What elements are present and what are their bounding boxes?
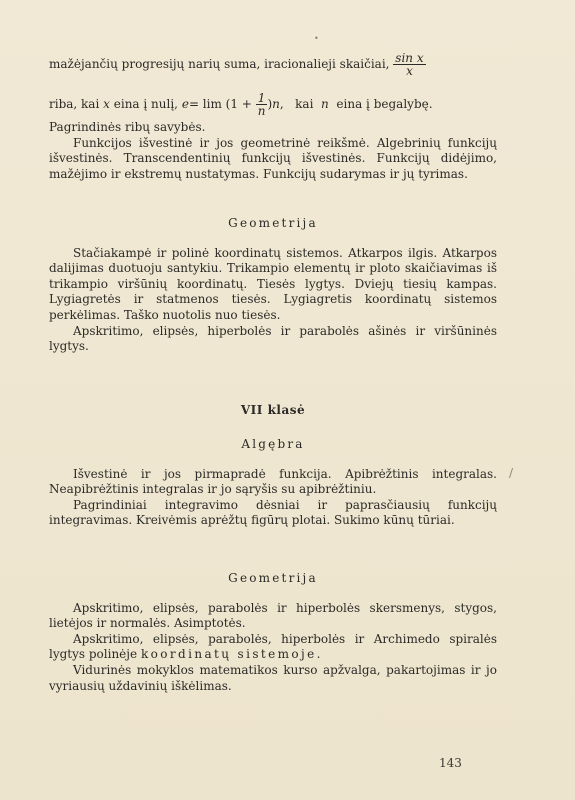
polar-equations-text: Apskritimo, elipsės, parabolės, hiperbolės ir Archimedo spiralės lygtys polinėje: [49, 631, 497, 662]
limit-text-start: riba, kai: [49, 97, 100, 111]
polar-equations-paragraph: [49, 632, 497, 663]
progression-text: mažėjančių progresijų narių suma, iracionalieji skaičiai,: [49, 57, 390, 71]
page-number: 143: [439, 756, 462, 770]
course-review-paragraph: Vidurinės mokyklos matematikos kurso apžvalga, pakartojimas ir jo vyriausių uždavinių iškėlimas.: [49, 662, 497, 693]
class-heading: VII klasė: [240, 403, 306, 417]
limit-text-end: eina į begalybę.: [336, 97, 433, 111]
sinx-over-x-fraction: [393, 52, 425, 77]
coordinate-systems-paragraph: Stačiakampė ir polinė koordinatų sistemos. Atkarpos ilgis. Atkarpos dalijimas duotuoju santykiu. Trikampio elementų ir ploto skaičiavimas iš trikampio viršūnių koordinatų. Tiesės lygtys. Dviejų tiesių kampas. Lygiagretės ir statmenos tiesės. Lygiagretis koordinatų sistemos perkėlimas. Taško nuotolis nuo tiesės.: [49, 245, 497, 322]
kai-word: kai: [295, 97, 314, 111]
integral-paragraph: Išvestinė ir jos pirmapradė funkcija. Apibrėžtinis integralas. Neapibrėžtinis integralas ir jo sąryšis su apibrėžtiniu.: [49, 466, 497, 497]
var-n: n: [321, 97, 329, 111]
var-x: x: [103, 97, 110, 111]
algebra-heading: Algębra: [241, 437, 305, 451]
integration-paragraph: Pagrindiniai integravimo dėsniai ir paprasčiausių funkcijų integravimas. Kreivėmis aprėžtų figūrų plotai. Sukimo kūnų tūriai.: [49, 497, 497, 528]
limit-comma: ,: [279, 97, 284, 111]
closing-paren: ): [267, 97, 273, 111]
exponent-n: n: [272, 97, 280, 111]
intro-line: [49, 52, 497, 77]
conic-diameters-paragraph: Apskritimo, elipsės, parabolės ir hiperbolės skersmenys, stygos, lietėjos ir normalės. Asimptotės.: [49, 600, 497, 631]
top-dot-mark: •: [314, 34, 319, 43]
fraction-numerator: 1: [256, 92, 268, 105]
geometry-heading: Geometrija: [228, 571, 318, 585]
conic-equations-paragraph: Apskritimo, elipsės, hiperbolės ir parabolės ašinės ir viršūninės lygtys.: [49, 323, 497, 354]
derivative-paragraph: Funkcijos išvestinė ir jos geometrinė reikšmė. Algebrinių funkcijų išvestinės. Transcendentinių funkcijų išvestinės. Funkcijų didėjimo, mažėjimo ir ekstremų nustatymas. Funkcijų sudarymas ir jų tyrimas.: [49, 135, 497, 181]
section-calculus: [49, 120, 497, 182]
limit-line: [49, 92, 497, 117]
limit-text-mid: eina į nulį,: [113, 97, 178, 111]
polar-system-spaced-text: koordinatų sistemoje.: [140, 647, 323, 662]
margin-pencil-mark: /: [509, 466, 514, 480]
fraction-numerator: sin x: [395, 51, 424, 65]
geometry-section-2: [49, 571, 497, 694]
geometry-section-1: [49, 216, 497, 355]
lim-expression: = lim (1 +: [188, 97, 252, 111]
fraction-denominator: x: [406, 64, 413, 78]
algebra-section: [49, 437, 497, 529]
class-section: [49, 403, 497, 419]
one-over-n-fraction: [256, 92, 268, 117]
limits-properties: Pagrindinės ribų savybės.: [49, 120, 206, 134]
fraction-denominator: n: [257, 104, 266, 118]
var-e: e: [181, 97, 189, 111]
geometry-heading: Geometrija: [228, 216, 318, 230]
